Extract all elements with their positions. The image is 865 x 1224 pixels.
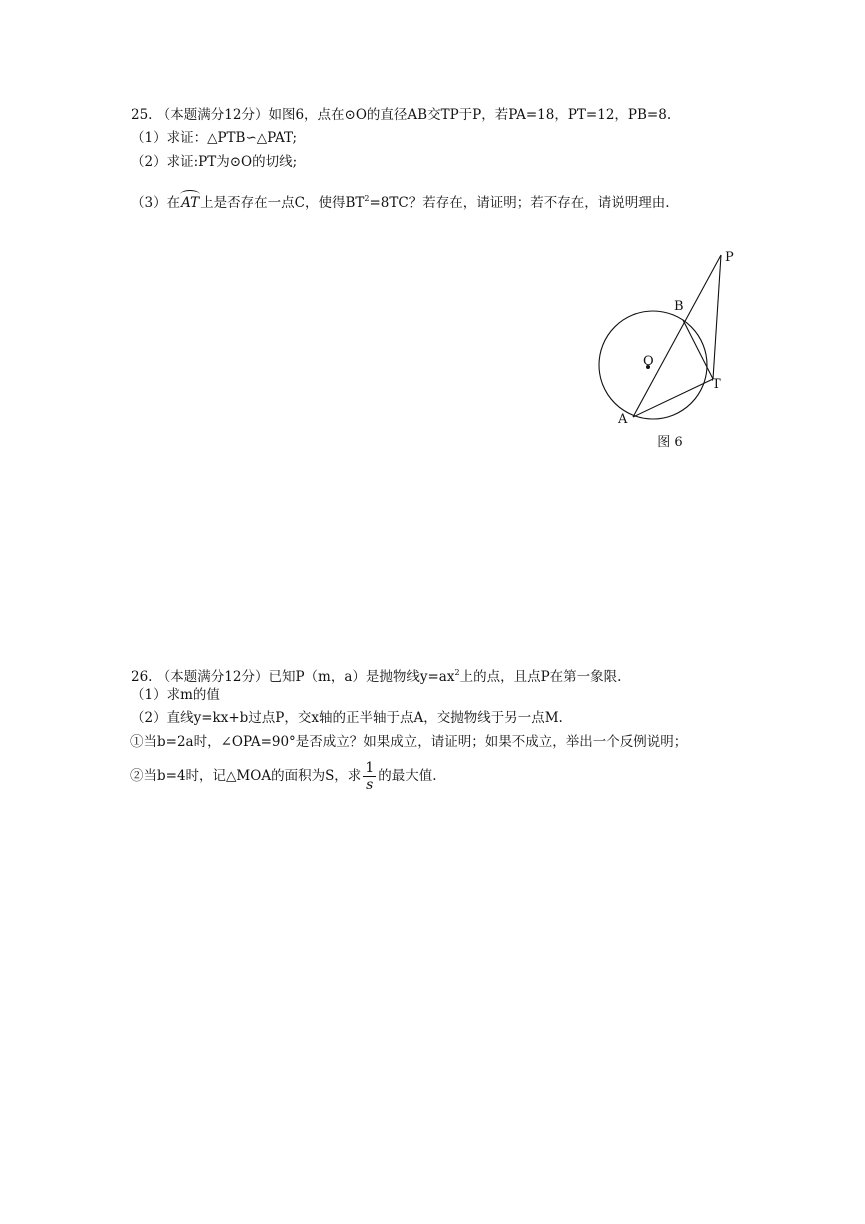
- q26-sub1: ①当b=2a时，∠OPA=90°是否成立？如果成立，请证明；如果不成立，举出一个反例说明；: [130, 734, 688, 750]
- figure-6: [590, 245, 750, 455]
- geometry-diagram: [590, 245, 750, 425]
- q25-header: 25. （本题满分12分）如图6，点在⊙O的直径AB交TP于P，若PA=18，PT=12，PB=8.: [131, 107, 672, 123]
- fraction-numerator: 1: [365, 760, 375, 776]
- label-p: P: [725, 250, 734, 265]
- q26-header-pre: 26. （本题满分12分）已知P（m，a）是抛物线y=ax: [131, 669, 455, 685]
- label-o: O: [643, 354, 654, 369]
- q25-part3-mid: 上是否存在一点C，使得BT: [200, 195, 365, 211]
- q26-part1: （1）求m的值: [131, 687, 220, 703]
- label-a: A: [618, 412, 628, 425]
- q26-header-post: 上的点，且点P在第一象限.: [459, 669, 622, 685]
- q25-part3-pre: （3）在: [131, 195, 181, 211]
- q26-header: [131, 663, 621, 687]
- label-t: T: [712, 377, 721, 392]
- fraction-denominator: s: [366, 777, 374, 793]
- q26-sub2-post: 的最大值.: [378, 768, 437, 784]
- q26-header-sup: 2: [454, 668, 460, 677]
- line-pa: [633, 255, 721, 417]
- q26-sub2: [130, 759, 437, 793]
- figure-caption: 图 6: [657, 435, 683, 450]
- q25-part2: （2）求证:PT为⊙O的切线;: [131, 154, 298, 170]
- arc-at: AT: [181, 195, 200, 211]
- q26-part2: （2）直线y=kx+b过点P，交x轴的正半轴于点A，交抛物线于另一点M.: [131, 710, 563, 726]
- line-at: [633, 379, 713, 417]
- q25-part3-sup: 2: [364, 194, 370, 203]
- q26-sub2-pre: ②当b=4时，记△MOA的面积为S，求: [130, 768, 362, 784]
- q25-part3: [131, 189, 670, 213]
- q25-part1: （1）求证：△PTB∽△PAT;: [131, 130, 298, 146]
- line-bt: [683, 320, 713, 379]
- line-pt: [713, 255, 721, 379]
- label-b: B: [674, 299, 684, 314]
- fraction-1-over-s: [363, 760, 376, 793]
- q25-part3-post: =8TC？若存在，请证明；若不存在，请说明理由.: [369, 195, 670, 211]
